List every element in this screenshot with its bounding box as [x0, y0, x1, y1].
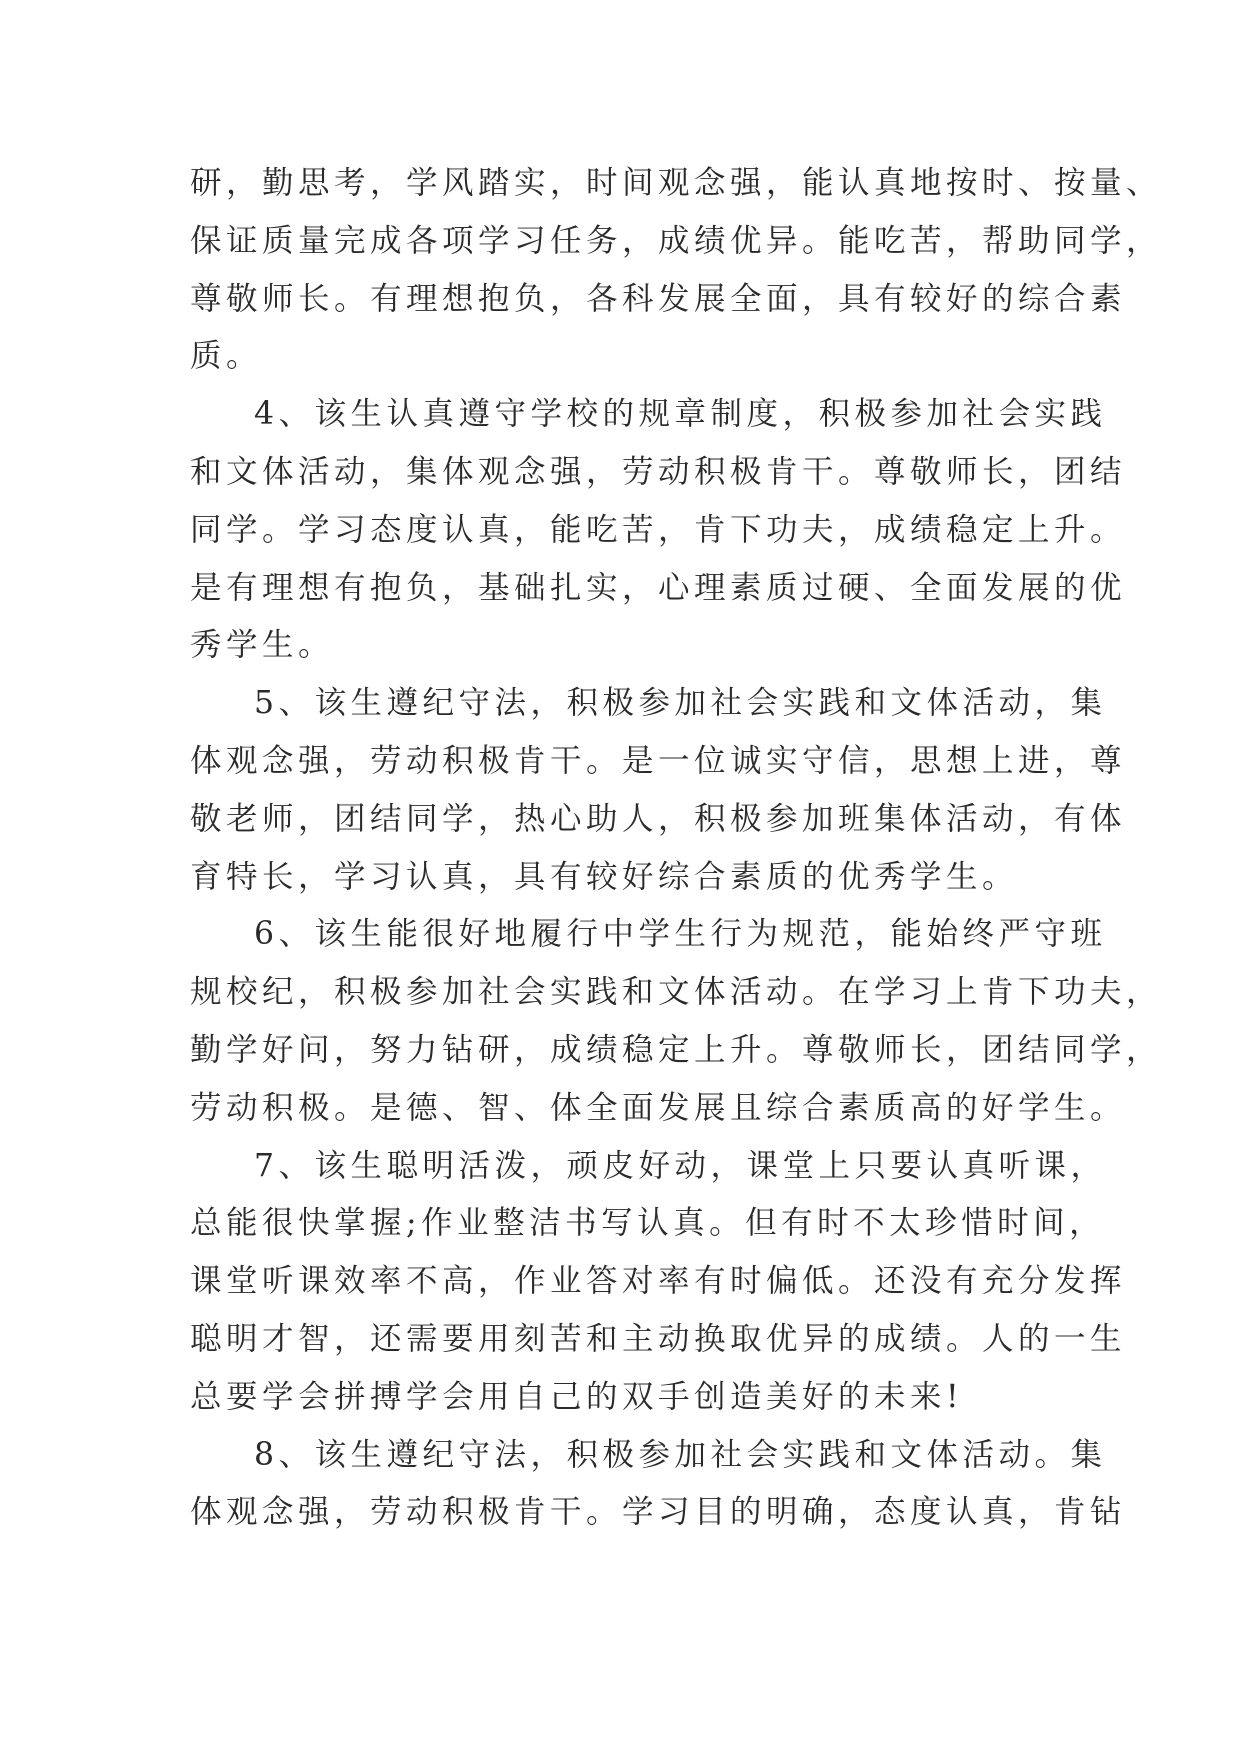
text-line: 和文体活动，集体观念强，劳动积极肯干。尊敬师长，团结	[190, 453, 1127, 490]
paragraph-item-6	[190, 906, 1163, 1137]
text-line: 是有理想有抱负，基础扎实，心理素质过硬、全面发展的优	[190, 569, 1127, 606]
text-line: 同学。学习态度认真，能吃苦，肯下功夫，成绩稳定上升。	[190, 511, 1127, 548]
paragraph-item-7	[190, 1138, 1127, 1427]
text-line: 保证质量完成各项学习任务，成绩优异。能吃苦，帮助同学，	[190, 222, 1163, 259]
text-line: 规校纪，积极参加社会实践和文体活动。在学习上肯下功夫，	[190, 974, 1163, 1011]
text-line: 5、该生遵纪守法，积极参加社会实践和文体活动，集	[254, 685, 1107, 722]
text-line: 育特长，学习认真，具有较好综合素质的优秀学生。	[190, 858, 1019, 895]
paragraph-item-8	[190, 1427, 1127, 1543]
text-line: 7、该生聪明活泼，顽皮好动，课堂上只要认真听课，	[254, 1147, 1107, 1184]
text-line: 质。	[190, 338, 263, 375]
text-line: 聪明才智，还需要用刻苦和主动换取优异的成绩。人的一生	[190, 1320, 1127, 1357]
text-line: 研，勤思考，学风踏实，时间观念强，能认真地按时、按量、	[190, 165, 1163, 201]
text-line: 8、该生遵纪守法，积极参加社会实践和文体活动。集	[254, 1436, 1107, 1473]
text-line: 劳动积极。是德、智、体全面发展且综合素质高的好学生。	[190, 1089, 1127, 1126]
document-body	[190, 155, 1163, 1542]
text-line: 体观念强，劳动积极肯干。是一位诚实守信，思想上进，尊	[190, 742, 1127, 779]
text-line: 总能很快掌握;作业整洁书写认真。但有时不太珍惜时间，	[190, 1205, 1106, 1242]
text-line: 体观念强，劳动积极肯干。学习目的明确，态度认真，肯钻	[190, 1494, 1127, 1531]
text-line: 敬老师，团结同学，热心助人，积极参加班集体活动，有体	[190, 800, 1127, 837]
paragraph-continuation	[190, 155, 1163, 386]
paragraph-item-5	[190, 675, 1127, 906]
text-line: 勤学好问，努力钻研，成绩稳定上升。尊敬师长，团结同学，	[190, 1031, 1163, 1068]
text-line: 6、该生能很好地履行中学生行为规范，能始终严守班	[254, 916, 1107, 953]
text-line: 课堂听课效率不高，作业答对率有时偏低。还没有充分发挥	[190, 1263, 1127, 1300]
text-line: 秀学生。	[190, 627, 335, 664]
text-line: 尊敬师长。有理想抱负，各科发展全面，具有较好的综合素	[190, 280, 1127, 317]
text-line: 4、该生认真遵守学校的规章制度，积极参加社会实践	[254, 396, 1107, 433]
text-line: 总要学会拼搏学会用自己的双手创造美好的未来!	[190, 1378, 964, 1415]
paragraph-item-4	[190, 386, 1127, 675]
